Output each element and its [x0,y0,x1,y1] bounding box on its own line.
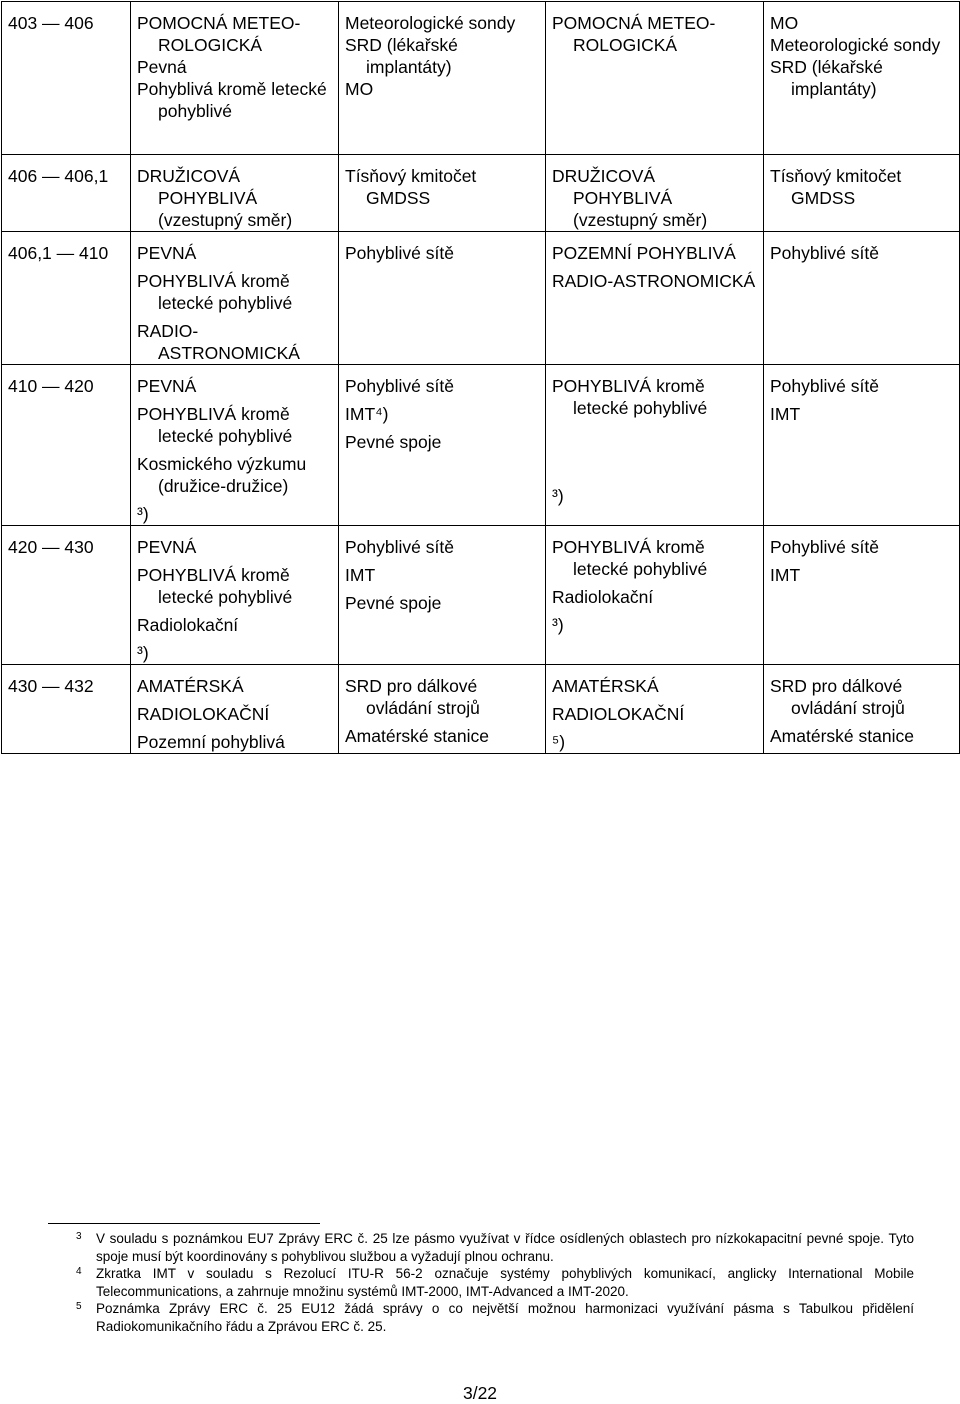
footnote-separator [48,1223,320,1224]
allocation-entry: DRUŽICOVÁ POHYBLIVÁ (vzestupný směr) [552,166,708,230]
allocation-cell [764,232,960,365]
frequency-band-cell: 403 — 406 [2,2,131,155]
allocation-entry: SRD (lékařské implantáty) [345,35,458,77]
allocation-entry: PEVNÁ [137,243,197,263]
allocation-entry: ⁵) [552,732,566,752]
allocation-entry: MO [770,13,799,33]
allocation-entry: IMT⁴) [345,404,389,424]
allocation-cell [339,665,546,754]
footnote [76,1230,914,1265]
allocation-entry: POZEMNÍ POHYBLIVÁ [552,243,736,263]
allocation-entry: POHYBLIVÁ kromě letecké pohyblivé [552,537,708,579]
allocation-entry: PEVNÁ [137,537,197,557]
footnote-text: V souladu s poznámkou EU7 Zprávy ERC č. 25 lze pásmo využívat v řídce osídlených oblastech pro nízkokapacitní pevné spoje. Tyto spoje musí být koordinovány s pohyblivou službou a vyžadují plnou ochranu. [96,1231,914,1264]
allocation-cell [764,526,960,665]
allocation-entry: Tísňový kmitočet GMDSS [770,166,902,208]
allocation-cell [546,2,764,155]
table-row [2,526,960,665]
allocation-cell [339,155,546,232]
allocation-cell [764,665,960,754]
allocation-entry: Pohyblivé sítě [345,376,454,396]
allocation-entry: RADIO-ASTRONOMICKÁ [137,321,300,363]
allocation-cell [131,526,339,665]
allocation-entry: Radiolokační [552,587,654,607]
allocation-entry: SRD pro dálkové ovládání strojů [770,676,905,718]
allocation-entry: Pohyblivé sítě [345,537,454,557]
allocation-entry: Pohyblivé sítě [770,243,879,263]
allocation-entry: Amatérské stanice [345,726,489,746]
allocation-entry: PEVNÁ [137,376,197,396]
allocation-entry: SRD pro dálkové ovládání strojů [345,676,480,718]
allocation-entry: ³) [137,504,149,524]
allocation-entry: Pozemní pohyblivá [137,732,285,752]
footnote-text: Poznámka Zprávy ERC č. 25 EU12 žádá správy o co největší možnou harmonizaci využívání pásma s Tabulkou přidělení Radiokomunikačního řádu a Zprávou ERC č. 25. [96,1301,914,1334]
allocation-cell [546,665,764,754]
allocation-entry: POMOCNÁ METEO-ROLOGICKÁ [552,13,716,55]
allocation-cell [339,365,546,526]
allocation-entry: Pevná [137,57,187,77]
footnote-text: Zkratka IMT v souladu s Rezolucí ITU-R 56-2 označuje systémy pohyblivých komunikací, anglicky International Mobile Telecommunications, a zahrnuje množinu systémů IMT-2000, IMT-Advanced a IMT-2020. [96,1266,914,1299]
allocation-entry: AMATÉRSKÁ [137,676,244,696]
allocation-entry: DRUŽICOVÁ POHYBLIVÁ (vzestupný směr) [137,166,293,230]
allocation-entry: RADIOLOKAČNÍ [552,704,685,724]
allocation-entry: IMT [770,565,801,585]
allocation-entry: ³) [137,643,149,663]
frequency-band-cell: 406 — 406,1 [2,155,131,232]
allocation-entry: MO [345,79,374,99]
allocation-entry: Tísňový kmitočet GMDSS [345,166,477,208]
allocation-cell [546,526,764,665]
allocation-entry: ³) [552,486,564,506]
table-row [2,2,960,155]
allocation-entry: Pohyblivé sítě [345,243,454,263]
allocation-entry: RADIOLOKAČNÍ [137,704,270,724]
footnote [76,1265,914,1300]
table-row [2,665,960,754]
allocation-entry: POHYBLIVÁ kromě letecké pohyblivé [552,376,708,418]
allocation-entry: POHYBLIVÁ kromě letecké pohyblivé [137,565,293,607]
allocation-cell [764,155,960,232]
footnote-mark: 3 [76,1231,82,1242]
allocation-cell [546,232,764,365]
allocation-entry: Radiolokační [137,615,239,635]
allocation-entry: AMATÉRSKÁ [552,676,659,696]
allocation-entry: POMOCNÁ METEO-ROLOGICKÁ [137,13,301,55]
allocation-cell [764,365,960,526]
allocation-entry: Pohyblivé sítě [770,537,879,557]
allocation-cell [131,155,339,232]
allocation-cell [764,2,960,155]
footnote-mark: 4 [76,1266,82,1277]
allocation-cell [546,155,764,232]
footnote [76,1300,914,1335]
allocation-entry: SRD (lékařské implantáty) [770,57,883,99]
allocation-entry: Amatérské stanice [770,726,914,746]
allocation-cell [339,526,546,665]
allocation-entry: ³) [552,615,564,635]
footnote-mark: 5 [76,1301,82,1312]
allocation-cell [339,232,546,365]
allocation-entry: Meteorologické sondy [770,35,941,55]
footnotes [76,1230,914,1335]
frequency-band-cell: 406,1 — 410 [2,232,131,365]
allocation-entry: Pohyblivé sítě [770,376,879,396]
allocation-entry: Pevné spoje [345,593,442,613]
allocation-cell [131,232,339,365]
allocation-entry: Kosmického výzkumu (družice-družice) [137,454,307,496]
allocation-entry: Meteorologické sondy [345,13,516,33]
allocation-entry: POHYBLIVÁ kromě letecké pohyblivé [137,404,293,446]
allocation-entry: IMT [770,404,801,424]
frequency-band-cell: 420 — 430 [2,526,131,665]
allocation-entry: Pevné spoje [345,432,442,452]
page-number: 3/22 [462,1383,498,1403]
frequency-band-cell: 410 — 420 [2,365,131,526]
allocation-entry: RADIO-ASTRONOMICKÁ [552,271,756,291]
allocation-cell [339,2,546,155]
frequency-band-cell: 430 — 432 [2,665,131,754]
allocation-entry: IMT [345,565,376,585]
allocation-entry: POHYBLIVÁ kromě letecké pohyblivé [137,271,293,313]
table-row [2,365,960,526]
frequency-allocation-table [1,1,960,754]
allocation-cell [131,365,339,526]
allocation-cell [546,365,764,526]
allocation-entry: Pohyblivá kromě letecké pohyblivé [137,79,327,121]
table-row [2,232,960,365]
table-row [2,155,960,232]
allocation-cell [131,2,339,155]
allocation-cell [131,665,339,754]
